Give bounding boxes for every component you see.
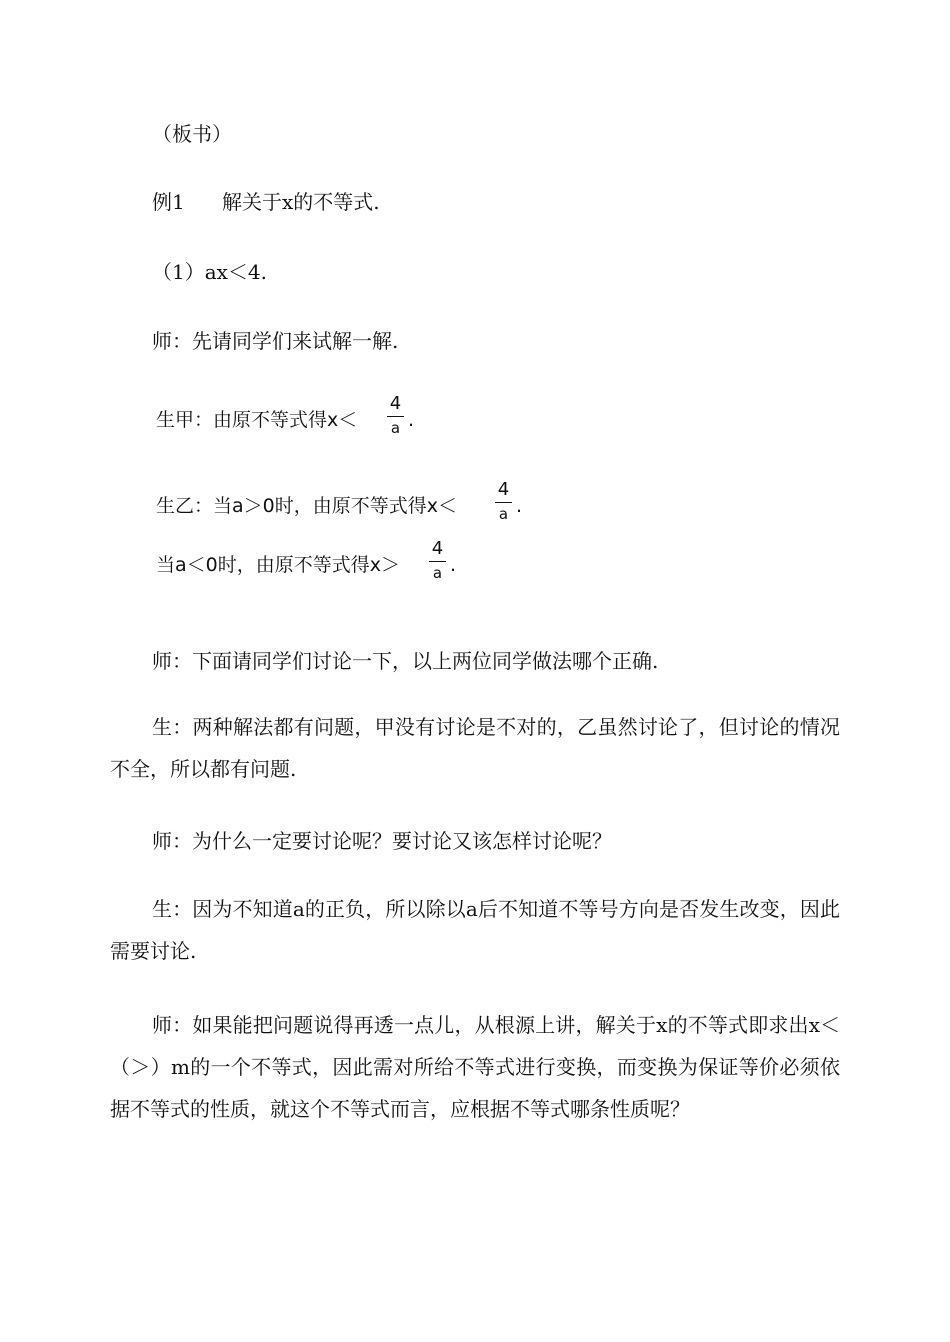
fraction-bar bbox=[429, 561, 446, 562]
student-a-line: 生甲：由原不等式得x＜ bbox=[156, 409, 358, 431]
fraction-denominator: a bbox=[432, 564, 443, 582]
example-label: 例1 bbox=[152, 190, 185, 214]
teacher-paragraph-4: 师：如果能把问题说得再透一点儿，从根源上讲，解关于x的不等式即求出x＜（＞）m的一个不等式，因此需对所给不等式进行变换，而变换为保证等价必须依据不等式的性质，就这个不等式而言，应根据不等式哪条性质呢？ bbox=[110, 1013, 840, 1121]
fraction-denominator: a bbox=[390, 419, 401, 437]
student-paragraph-1: 生：两种解法都有问题，甲没有讨论是不对的，乙虽然讨论了，但讨论的情况不全，所以都有问题. bbox=[110, 715, 840, 781]
fraction-4-over-a bbox=[495, 480, 512, 522]
student-paragraph-2: 生：因为不知道a的正负，所以除以a后不知道不等号方向是否发生改变，因此需要讨论. bbox=[110, 897, 840, 963]
fraction-numerator: 4 bbox=[431, 538, 444, 559]
student-b-period: . bbox=[516, 495, 523, 517]
example-text: 解关于x的不等式. bbox=[222, 190, 380, 214]
student-a-period: . bbox=[408, 409, 415, 431]
teacher-paragraph-2: 师：下面请同学们讨论一下，以上两位同学做法哪个正确. bbox=[152, 649, 659, 673]
teacher-paragraph-3: 师：为什么一定要讨论呢？要讨论又该怎样讨论呢？ bbox=[152, 829, 612, 853]
fraction-bar bbox=[495, 502, 512, 503]
fraction-4-over-a bbox=[429, 539, 446, 581]
teacher-line-1: 师：先请同学们来试解一解. bbox=[152, 329, 399, 353]
fraction-bar bbox=[387, 416, 404, 417]
fraction-numerator: 4 bbox=[389, 393, 402, 414]
student-b-line-2: 当a＜0时，由原不等式得x＞ bbox=[156, 554, 400, 576]
fraction-4-over-a bbox=[387, 394, 404, 436]
student-b-period-2: . bbox=[450, 554, 457, 576]
fraction-denominator: a bbox=[498, 505, 509, 523]
fraction-numerator: 4 bbox=[497, 479, 510, 500]
board-note: （板书） bbox=[152, 122, 232, 146]
student-b-line: 生乙：当a＞0时，由原不等式得x＜ bbox=[156, 495, 457, 517]
item-1: （1）ax＜4. bbox=[152, 260, 268, 284]
